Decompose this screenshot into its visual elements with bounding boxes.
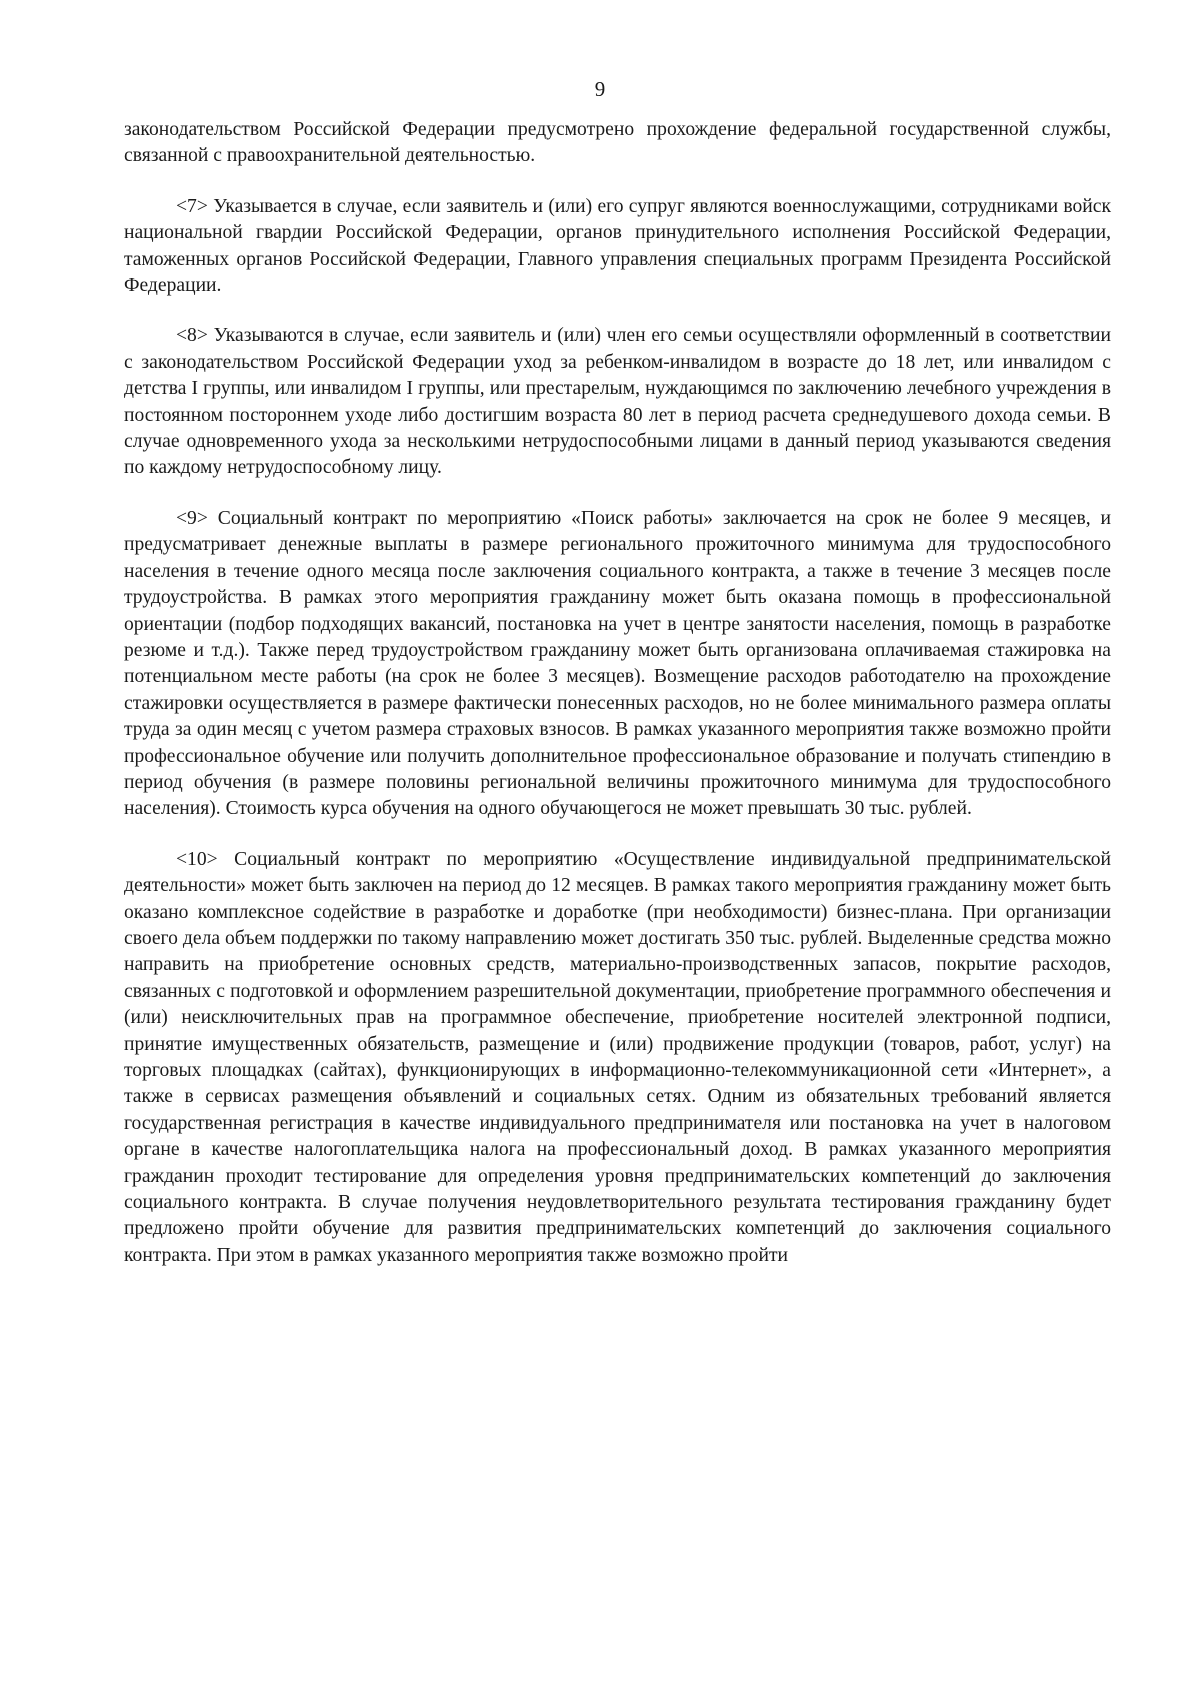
- footnote-7: <7> Указывается в случае, если заявитель и (или) его супруг являются военнослужащими, сотрудниками войск национальной гвардии Российской Федерации, органов принудительного исполнения Российской Федерации, таможенных органов Российской Федерации, Главного управления специальных программ Президента Российской Федерации.: [124, 195, 1111, 297]
- footnote-9: <9> Социальный контракт по мероприятию «Поиск работы» заключается на срок не более 9 месяцев, и предусматривает денежные выплаты в размере регионального прожиточного минимума для трудоспособного населения в течение одного месяца после заключения социального контракта, а также в течение 3 месяцев после трудоустройства. В рамках этого мероприятия гражданину может быть оказана помощь в профессиональной ориентации (подбор подходящих вакансий, постановка на учет в центре занятости населения, помощь в разработке резюме и т.д.). Также перед трудоустройством гражданину может быть организована оплачиваемая стажировка на потенциальном месте работы (на срок не более 3 месяцев). Возмещение расходов работодателю на прохождение стажировки осуществляется в размере фактически понесенных расходов, но не более минимального размера оплаты труда за один месяц с учетом размера страховых взносов. В рамках указанного мероприятия также возможно пройти профессиональное обучение или получить дополнительное профессиональное образование и получать стипендию в период обучения (в размере половины региональной величины прожиточного минимума для трудоспособного населения). Стоимость курса обучения на одного обучающегося не может превышать 30 тыс. рублей.: [124, 507, 1111, 820]
- page-number: 9: [594, 77, 606, 101]
- document-body: [124, 117, 1111, 1269]
- footnote-10: <10> Социальный контракт по мероприятию «Осуществление индивидуальной предпринимательской деятельности» может быть заключен на период до 12 месяцев. В рамках такого мероприятия гражданину может быть оказано комплексное содействие в разработке и доработке (при необходимости) бизнес-плана. При организации своего дела объем поддержки по такому направлению может достигать 350 тыс. рублей. Выделенные средства можно направить на приобретение основных средств, материально-производственных запасов, покрытие расходов, связанных с подготовкой и оформлением разрешительной документации, приобретение программного обеспечения и (или) неисключительных прав на программное обеспечение, приобретение носителей электронной подписи, принятие имущественных обязательств, размещение и (или) продвижение продукции (товаров, работ, услуг) на торговых площадках (сайтах), функционирующих в информационно-телекоммуникационной сети «Интернет», а также в сервисах размещения объявлений и социальных сетях. Одним из обязательных требований является государственная регистрация в качестве индивидуального предпринимателя или постановка на учет в налоговом органе в качестве налогоплательщика налога на профессиональный доход. В рамках указанного мероприятия гражданин проходит тестирование для определения уровня предпринимательских компетенций до заключения социального контракта. В случае получения неудовлетворительного результата тестирования гражданину будет предложено пройти обучение для развития предпринимательских компетенций до заключения социального контракта. При этом в рамках указанного мероприятия также возможно пройти: [124, 848, 1111, 1266]
- paragraph-continuation: законодательством Российской Федерации предусмотрено прохождение федеральной государственной службы, связанной с правоохранительной деятельностью.: [124, 119, 1111, 167]
- footnote-8: <8> Указываются в случае, если заявитель и (или) член его семьи осуществляли оформленный в соответствии с законодательством Российской Федерации уход за ребенком-инвалидом в возрасте до 18 лет, или инвалидом с детства I группы, или инвалидом I группы, или престарелым, нуждающимся по заключению лечебного учреждения в постоянном постороннем уходе либо достигшим возраста 80 лет в период расчета среднедушевого дохода семьи. В случае одновременного ухода за несколькими нетрудоспособными лицами в данный период указываются сведения по каждому нетрудоспособному лицу.: [124, 325, 1111, 479]
